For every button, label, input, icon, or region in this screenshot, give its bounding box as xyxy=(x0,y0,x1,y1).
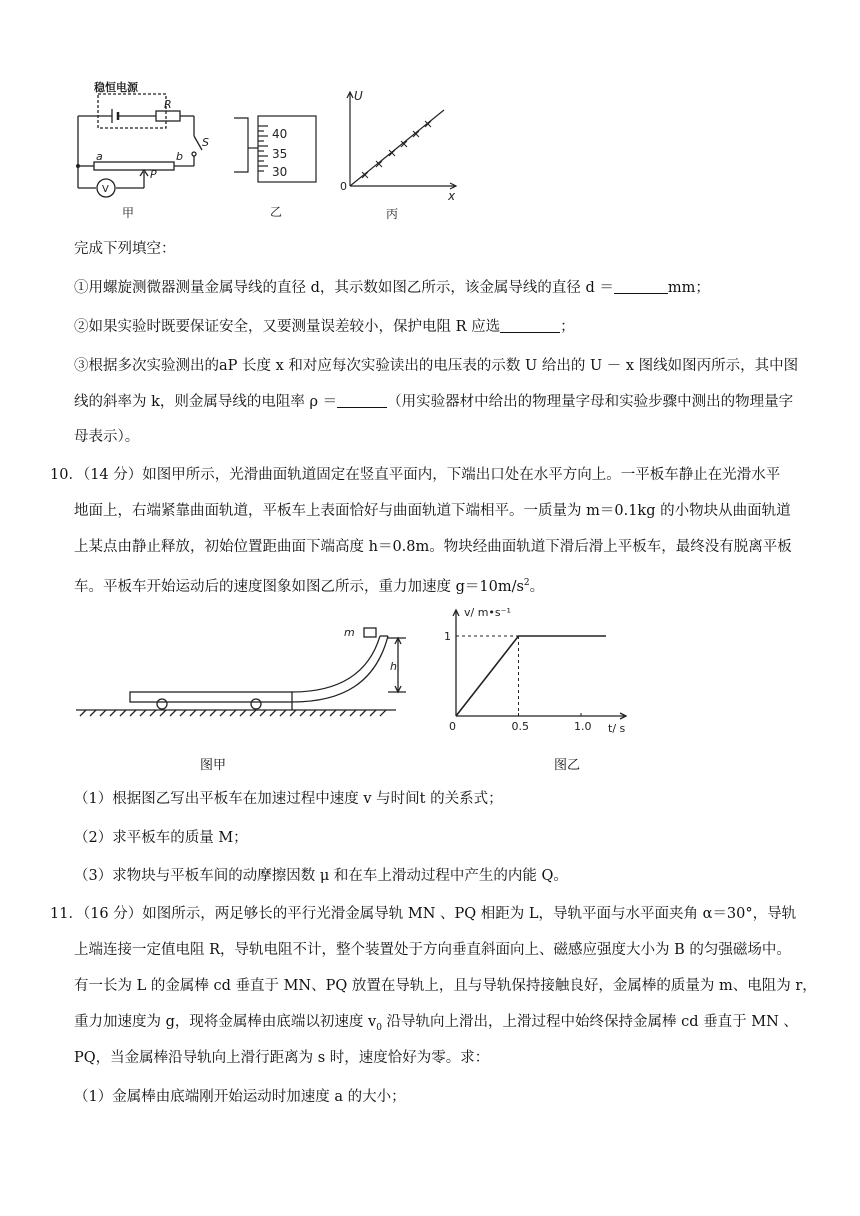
q11-line5: PQ，当金属棒沿导轨向上滑行距离为 s 时，速度恰好为零。求： xyxy=(74,1050,490,1066)
voltmeter-label: V xyxy=(102,184,109,195)
q9-sub2-end: ； xyxy=(560,319,575,335)
u-axis-label: U xyxy=(354,89,363,103)
power-label: 稳恒电源 xyxy=(94,81,138,94)
q9-sub3-line2 xyxy=(74,392,793,412)
q9-sub3-text: 线的斜率为 k，则金属导线的电阻率 ρ ＝ xyxy=(74,394,338,410)
point-a-label: a xyxy=(96,150,103,163)
micrometer-tick-30: 30 xyxy=(272,165,288,179)
fig-a-caption: 图甲 xyxy=(200,758,227,773)
fig-b-caption: 图乙 xyxy=(554,758,581,773)
q9-sub3-line3: 母表示）。 xyxy=(74,429,140,445)
q9-sub1-text: ①用螺旋测微器测量金属导线的直径 d，其示数如图乙所示，该金属导线的直径 d ＝ xyxy=(74,280,614,296)
q9-sub3-note: （用实验器材中给出的物理量字母和实验步骤中测出的物理量字 xyxy=(387,394,794,410)
u-x-graph xyxy=(336,84,466,224)
q9-sub1 xyxy=(74,278,710,298)
x-tick-label: 1.0 xyxy=(574,720,592,733)
u-x-origin-label: 0 xyxy=(340,180,347,193)
circuit-diagram xyxy=(70,80,230,220)
u-x-caption: 丙 xyxy=(386,207,399,221)
x-axis-label: x xyxy=(448,189,456,203)
q11-sub1: （1）金属棒由底端刚开始运动时加速度 a 的大小； xyxy=(74,1089,406,1105)
q10-line4-exponent: 2 xyxy=(523,578,530,588)
q10-line4 xyxy=(74,573,544,597)
x-tick-label: 0.5 xyxy=(511,720,529,733)
q10-line4-end: 。 xyxy=(529,578,545,595)
point-b-label: b xyxy=(176,150,183,163)
slider-p-label: P xyxy=(150,168,157,181)
q11-line4 xyxy=(74,1012,798,1038)
q11-line4-subscript: 0 xyxy=(376,1022,382,1033)
q10-line4-text: 车。平板车开始运动后的速度图象如图乙所示，重力加速度 g＝10m/s xyxy=(74,578,524,595)
q10-sub2: （2）求平板车的质量 M； xyxy=(74,830,248,846)
q10-sub1: （1）根据图乙写出平板车在加速过程中速度 v 与时间t 的关系式； xyxy=(74,791,503,807)
y-tick-label: 1 xyxy=(444,630,451,643)
circuit-caption: 甲 xyxy=(122,206,135,220)
q9-sub3-line1: ③根据多次实验测出的aP 长度 x 和对应每次实验读出的电压表的示数 U 给出的 U － x 图线如图丙所示，其中图 xyxy=(74,358,799,374)
micrometer-diagram xyxy=(228,108,328,220)
resistor-label: R xyxy=(164,98,172,111)
q10-line3: 上某点由静止释放，初始位置距曲面下端高度 h＝0.8m。物块经曲面轨道下滑后滑上平板车，最终没有脱离平板 xyxy=(74,539,792,555)
q11-line2: 上端连接一定值电阻 R，导轨电阻不计，整个装置处于方向垂直斜面向上、磁感应强度大小为 B 的匀强磁场中。 xyxy=(74,942,791,958)
velocity-time-chart xyxy=(430,600,640,750)
q10-line2: 地面上，右端紧靠曲面轨道，平板车上表面恰好与曲面轨道下端相平。一质量为 m＝0.1kg 的小物块从曲面轨道 xyxy=(74,503,791,519)
switch-label: S xyxy=(202,136,209,149)
velocity-series-line xyxy=(456,636,606,716)
answer-blank-diameter[interactable] xyxy=(614,279,668,294)
micrometer-caption: 乙 xyxy=(270,205,283,219)
v-axis-label: v/ m•s⁻¹ xyxy=(464,606,511,619)
answer-blank-resistivity[interactable] xyxy=(337,393,387,408)
q9-sub2 xyxy=(74,317,575,337)
x-tick-label: 0 xyxy=(449,720,456,733)
micrometer-tick-40: 40 xyxy=(272,127,288,141)
q11-line3: 有一长为 L 的金属棒 cd 垂直于 MN、PQ 放置在导轨上，且与导轨保持接触良好，金属棒的质量为 m、电阻为 r， xyxy=(74,978,817,994)
t-axis-label: t/ s xyxy=(608,722,626,735)
micrometer-tick-35: 35 xyxy=(272,147,288,161)
q9-sub2-text: ②如果实验时既要保证安全，又要测量误差较小，保护电阻 R 应选 xyxy=(74,319,501,335)
q9-intro: 完成下列填空： xyxy=(74,241,176,257)
q10-sub3: （3）求物块与平板车间的动摩擦因数 μ 和在车上滑动过程中产生的内能 Q。 xyxy=(74,868,568,884)
q11-line4-text: 重力加速度为 g，现将金属棒由底端以初速度 v xyxy=(74,1014,377,1030)
q11-line1: 11．（16 分）如图所示，两足够长的平行光滑金属导轨 MN 、PQ 相距为 L，导轨平面与水平面夹角 α＝30°，导轨 xyxy=(50,906,797,922)
q9-sub1-unit: mm； xyxy=(667,280,710,296)
height-label: h xyxy=(390,660,397,673)
q10-line1: 10．（14 分）如图甲所示，光滑曲面轨道固定在竖直平面内，下端出口处在水平方向上。一平板车静止在光滑水平 xyxy=(50,467,781,483)
mass-label: m xyxy=(344,626,355,639)
q11-line4-rest: 沿导轨向上滑出，上滑过程中始终保持金属棒 cd 垂直于 MN 、 xyxy=(381,1014,798,1030)
answer-blank-resistor[interactable] xyxy=(500,318,560,333)
cart-track-diagram xyxy=(76,622,416,722)
